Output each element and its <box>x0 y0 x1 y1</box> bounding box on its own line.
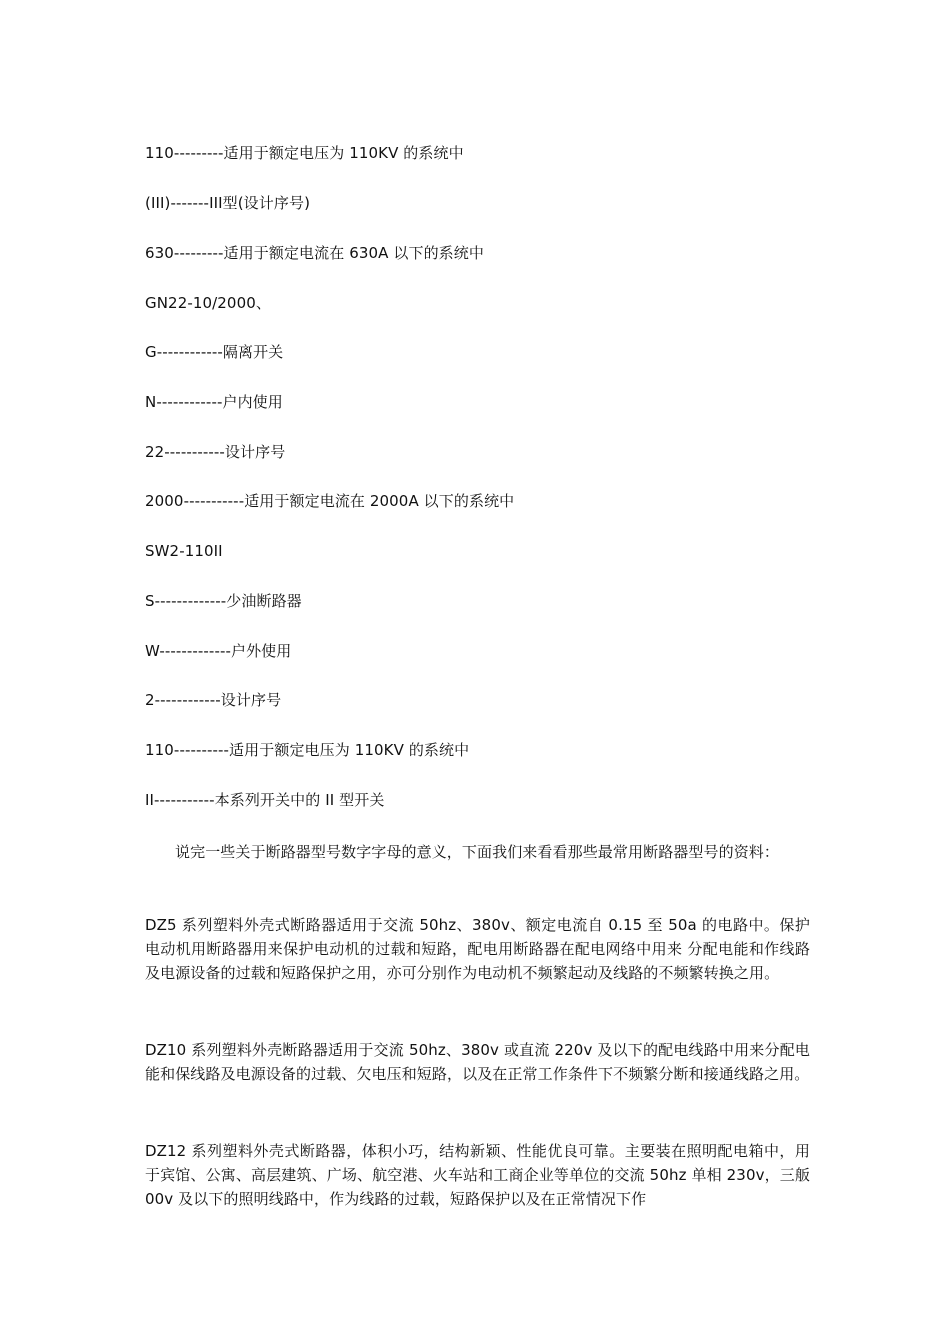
model-line-630a: 630---------适用于额定电流在 630A 以下的系统中 <box>145 244 484 262</box>
model-heading-gn22: GN22-10/2000、 <box>145 294 271 312</box>
intro-paragraph: 说完一些关于断路器型号数字字母的意义，下面我们来看看那些最常用断路器型号的资料： <box>175 843 780 861</box>
model-line-n: N------------户内使用 <box>145 393 283 411</box>
model-line-g: G------------隔离开关 <box>145 343 284 361</box>
model-line-type-iii: (III)-------III型(设计序号) <box>145 194 311 212</box>
dz12-paragraph: DZ12 系列塑料外壳式断路器，体积小巧，结构新颖、性能优良可靠。主要装在照明配电箱中，用于宾馆、公寓、高层建筑、广场、航空港、火车站和工商企业等单位的交流 50hz 单相 230v，三舨 00v 及以下的照明线路中，作为线路的过载，短路保护以及在正常情况下作 <box>145 1142 810 1208</box>
model-heading-sw2: SW2-110II <box>145 542 223 560</box>
model-line-2000a: 2000-----------适用于额定电流在 2000A 以下的系统中 <box>145 492 515 510</box>
model-line-type-ii: II-----------本系列开关中的 II 型开关 <box>145 791 385 809</box>
dz10-paragraph: DZ10 系列塑料外壳断路器适用于交流 50hz、380v 或直流 220v 及以下的配电线路中用来分配电能和保线路及电源设备的过载、欠电压和短路，以及在正常工作条件下不频繁分断和接通线路之用。 <box>145 1041 810 1083</box>
model-line-s: S-------------少油断路器 <box>145 592 302 610</box>
model-line-w: W-------------户外使用 <box>145 642 292 660</box>
model-line-110kv: 110---------适用于额定电压为 110KV 的系统中 <box>145 144 464 162</box>
model-line-22: 22-----------设计序号 <box>145 443 286 461</box>
model-line-110kv-2: 110----------适用于额定电压为 110KV 的系统中 <box>145 741 470 759</box>
model-line-2: 2------------设计序号 <box>145 691 282 709</box>
dz5-paragraph: DZ5 系列塑料外壳式断路器适用于交流 50hz、380v、额定电流自 0.15 至 50a 的电路中。保护电动机用断路器用来保护电动机的过载和短路，配电用断路器在配电网络中用来 分配电能和作线路及电源设备的过载和短路保护之用，亦可分别作为电动机不频繁起动及线路的不频繁转换之用。 <box>145 916 810 982</box>
